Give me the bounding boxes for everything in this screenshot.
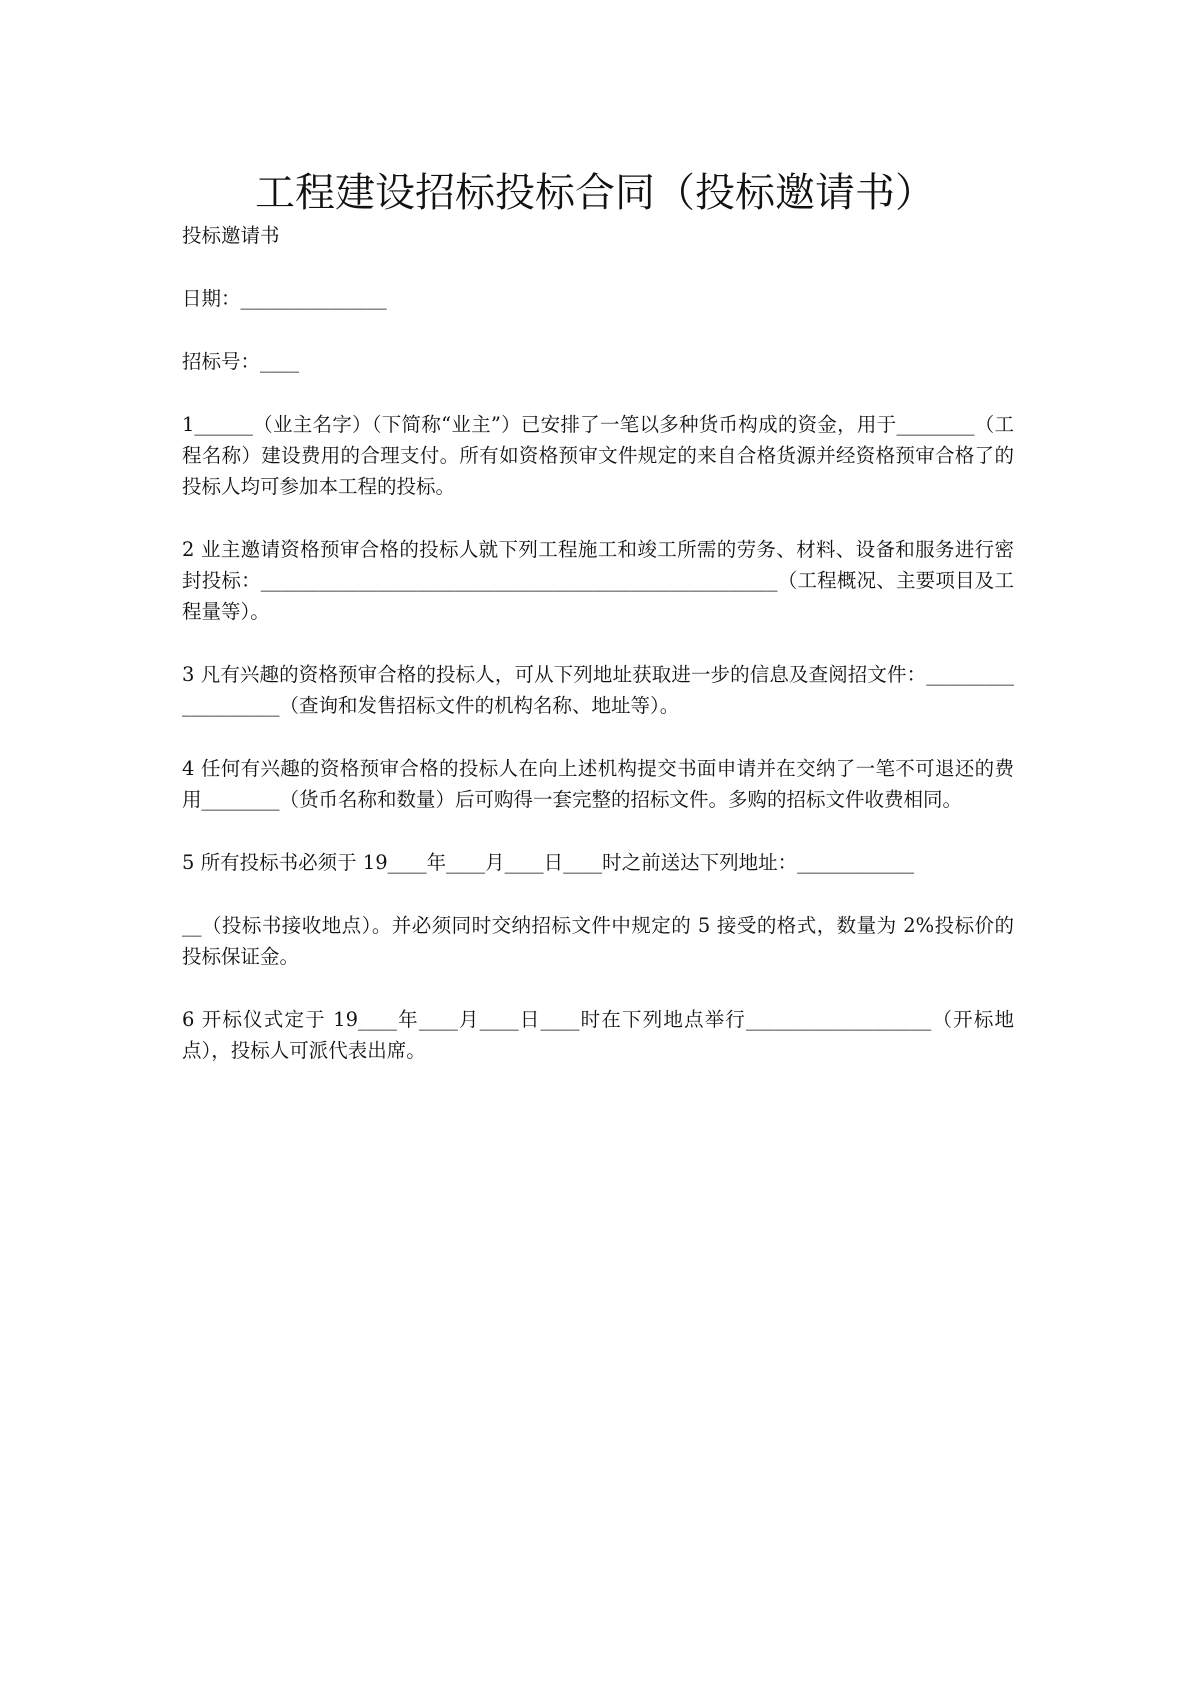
clause-5: 5 所有投标书必须于 19____年____月____日____时之前送达下列地址：____________ xyxy=(182,851,915,874)
spacer xyxy=(182,721,1014,753)
doc-subtitle: 投标邀请书 xyxy=(182,224,280,247)
spacer xyxy=(182,251,1014,283)
clause-1: 1______（业主名字）（下简称“业主”）已安排了一笔以多种货币构成的资金，用于________（工程名称）建设费用的合理支付。所有如资格预审文件规定的来自合格货源并经资格预审合格了的投标人均可参加本工程的投标。 xyxy=(182,413,1014,498)
clause-6: 6 开标仪式定于 19____年____月____日____时在下列地点举行___________________（开标地点），投标人可派代表出席。 xyxy=(182,1008,1014,1062)
spacer xyxy=(182,972,1014,1004)
tender-number-field: 招标号：____ xyxy=(182,350,300,373)
spacer xyxy=(182,502,1014,534)
document-body xyxy=(182,220,1014,1066)
spacer xyxy=(182,627,1014,659)
spacer xyxy=(182,815,1014,847)
date-field: 日期：_______________ xyxy=(182,287,387,310)
document-title: 工程建设招标投标合同（投标邀请书） xyxy=(255,170,935,216)
spacer xyxy=(182,377,1014,409)
clause-4: 4 任何有兴趣的资格预审合格的投标人在向上述机构提交书面申请并在交纳了一笔不可退还的费用________（货币名称和数量）后可购得一套完整的招标文件。多购的招标文件收费相同。 xyxy=(182,757,1014,811)
clause-5-continued: __（投标书接收地点）。并必须同时交纳招标文件中规定的 5 接受的格式，数量为 2%投标价的投标保证金。 xyxy=(182,914,1014,968)
clause-3: 3 凡有兴趣的资格预审合格的投标人，可从下列地址获取进一步的信息及查阅招文件：___________________（查询和发售招标文件的机构名称、地址等）。 xyxy=(182,663,1014,717)
spacer xyxy=(182,314,1014,346)
clause-2: 2 业主邀请资格预审合格的投标人就下列工程施工和竣工所需的劳务、材料、设备和服务进行密封投标：_____________________________________________________（工程概况、主要项目及工程量等）。 xyxy=(182,538,1014,623)
spacer xyxy=(182,878,1014,910)
